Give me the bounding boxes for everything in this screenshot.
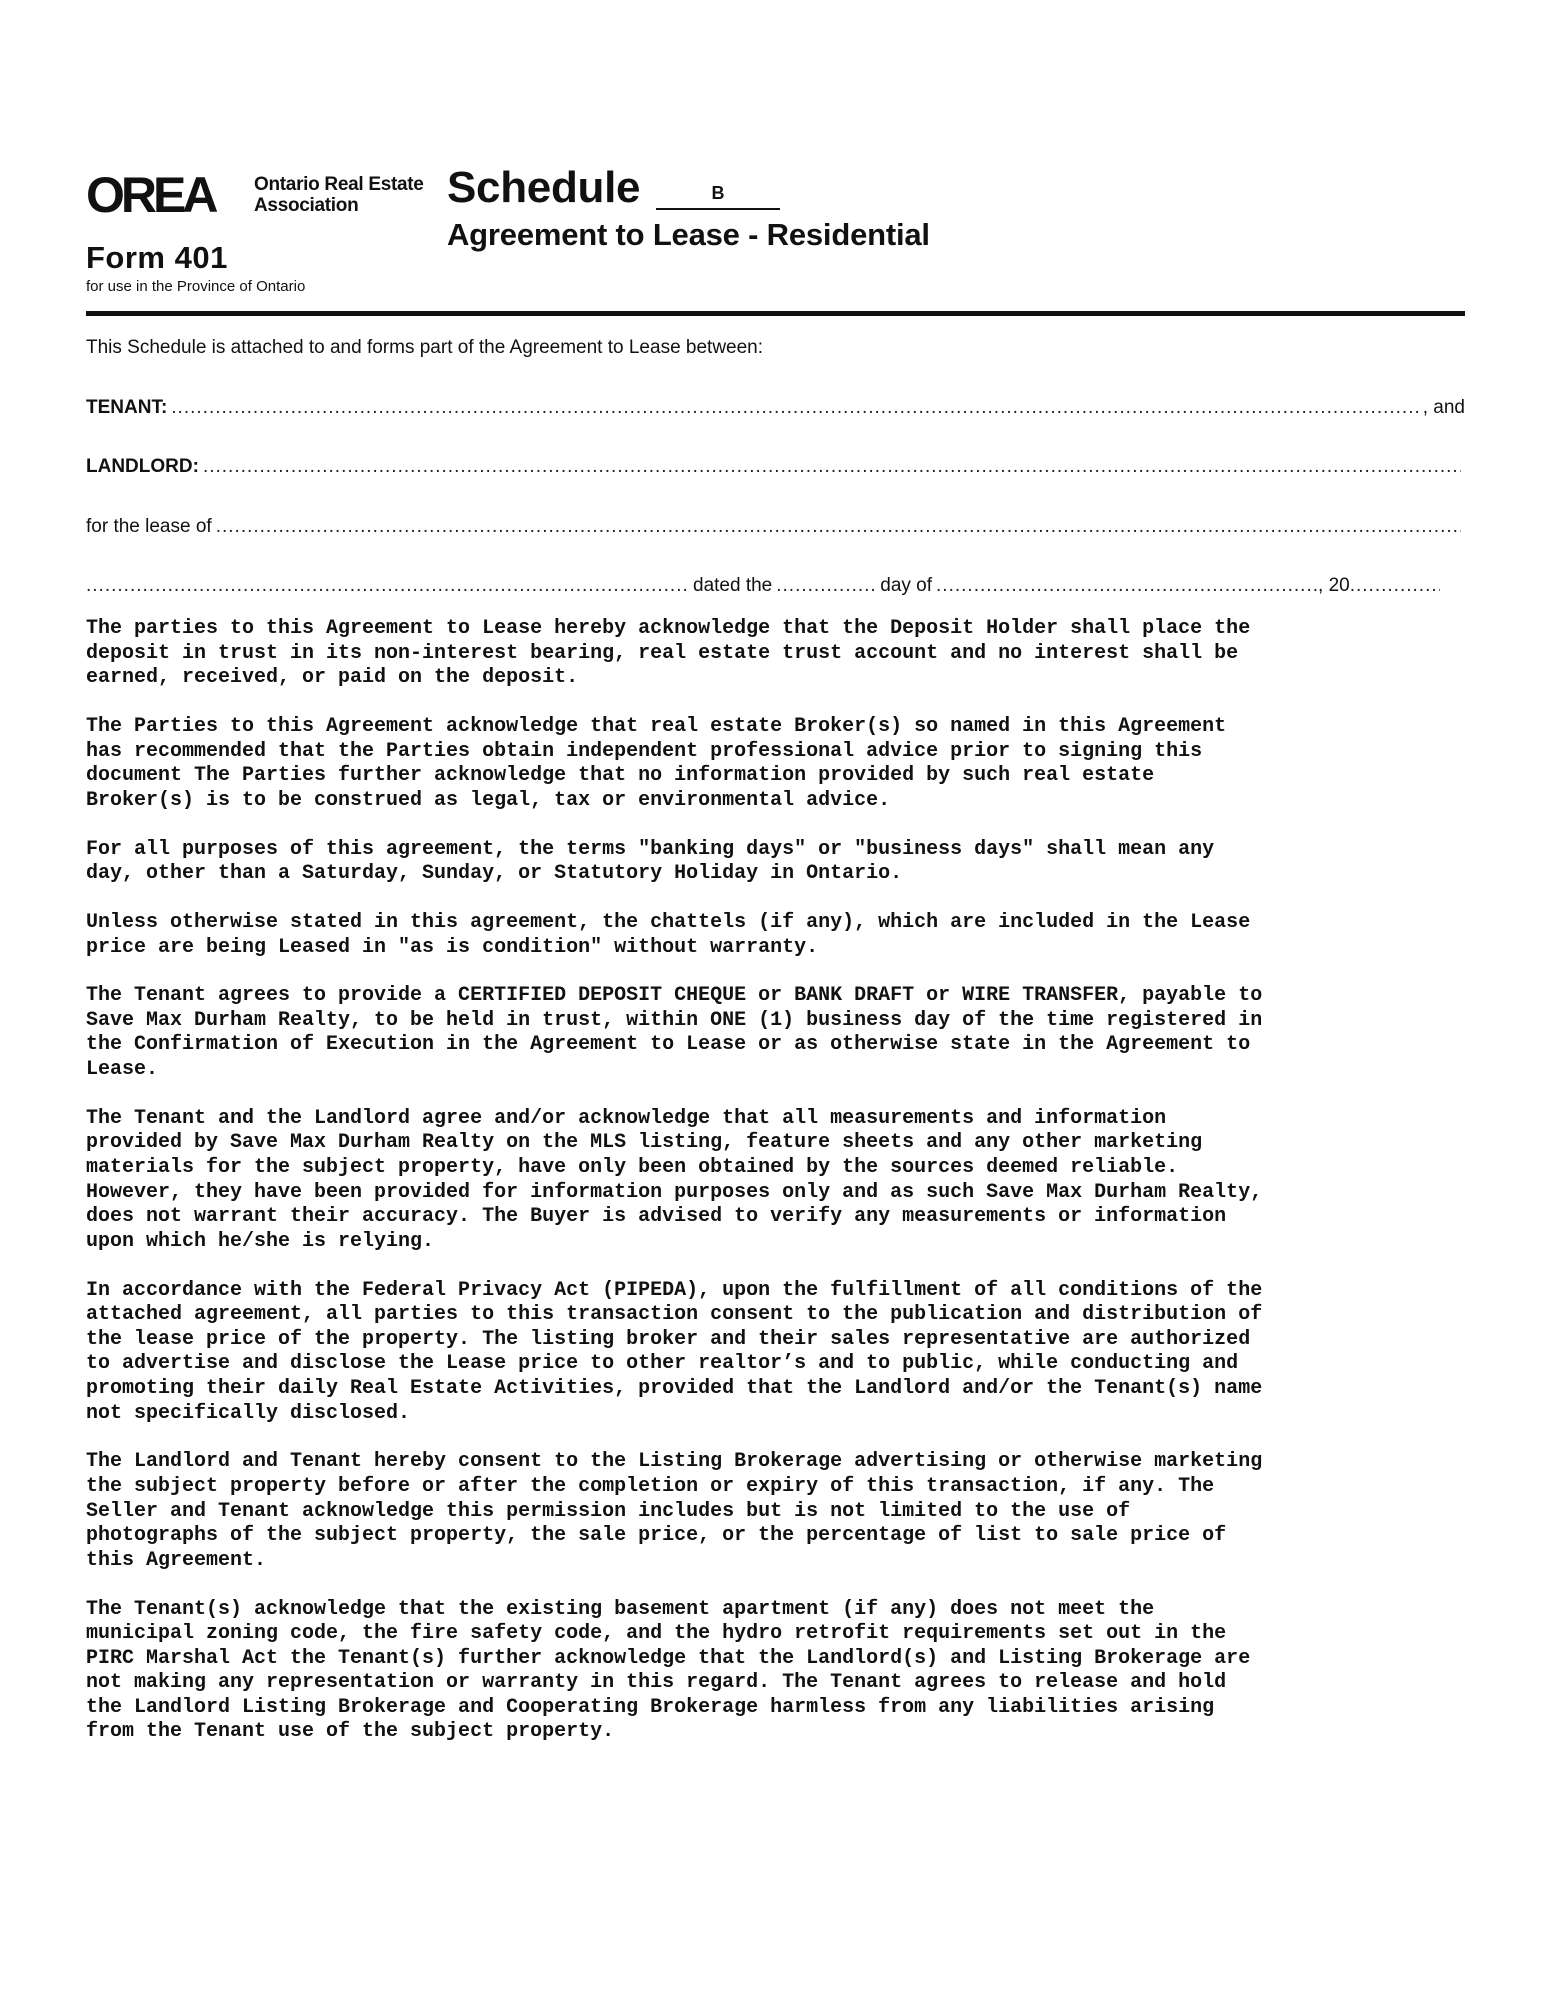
clause-chattels: Unless otherwise stated in this agreement, the chattels (if any), which are included in the Lease price are being Leased in "as is condition" without warranty.	[86, 910, 1251, 959]
clause-deposit-payment: The Tenant agrees to provide a CERTIFIED DEPOSIT CHEQUE or BANK DRAFT or WIRE TRANSFER, payable to Save Max Durham Realty, to be held in trust, within ONE (1) business day of the time registered in the Confirmation of Execution in the Agreement to Lease or as otherwise state in the Agreement to Lease.	[86, 984, 1263, 1082]
clause-professional-advice: The Parties to this Agreement acknowledge that real estate Broker(s) so named in this Agreement has recommended that the Parties obtain independent professional advice prior to signing this document The Parties further acknowledge that no information provided by such real estate Broker(s) is to be construed as legal, tax or environmental advice.	[86, 714, 1227, 812]
landlord-row	[86, 456, 1465, 480]
month-field[interactable]	[936, 575, 1318, 597]
tenant-label: TENANT:	[86, 397, 168, 418]
schedule-label: Schedule	[447, 163, 641, 212]
schedule-letter-field[interactable]: B	[656, 178, 780, 210]
property-field[interactable]	[86, 575, 689, 597]
clause-measurements: The Tenant and the Landlord agree and/or acknowledge that all measurements and information provided by Save Max Durham Realty on the MLS listing, feature sheets and any other marketing materials for the subject property, have only been obtained by the sources deemed reliable. However, they have been provided for information purposes only and as such Save Max Durham Realty, does not warrant their accuracy. The Buyer is advised to verify any measurements or information upon which he/she is relying.	[86, 1106, 1263, 1253]
dated-day-field[interactable]	[776, 575, 876, 597]
org-name-line2: Association	[254, 195, 359, 216]
landlord-label: LANDLORD:	[86, 456, 199, 477]
intro-text: This Schedule is attached to and forms part of the Agreement to Lease between:	[86, 337, 764, 358]
orea-logo	[86, 170, 426, 230]
year-label: , 20	[1318, 575, 1350, 596]
org-name	[254, 174, 444, 216]
form-number: Form 401	[86, 240, 228, 275]
logo-text: OREA	[86, 170, 215, 218]
document-title: Agreement to Lease - Residential	[447, 217, 930, 252]
year-field[interactable]	[1350, 575, 1440, 597]
clause-business-days: For all purposes of this agreement, the terms "banking days" or "business days" shall mean any day, other than a Saturday, Sunday, or Statutory Holiday in Ontario.	[86, 837, 1215, 886]
form-subtitle: for use in the Province of Ontario	[86, 278, 306, 295]
tenant-suffix: , and	[1422, 397, 1465, 418]
clause-basement-apartment: The Tenant(s) acknowledge that the existing basement apartment (if any) does not meet the municipal zoning code, the fire safety code, and the hydro retrofit requirements set out in the PIRC Marshal Act the Tenant(s) further acknowledge that the Landlord(s) and Listing Brokerage are not making any representation or warranty in this regard. The Tenant agrees to release and hold the Landlord Listing Brokerage and Cooperating Brokerage harmless from any liabilities arising from the Tenant use of the subject property.	[86, 1597, 1251, 1744]
clause-deposit-trust: The parties to this Agreement to Lease hereby acknowledge that the Deposit Holder shall place the deposit in trust in its non-interest bearing, real estate trust account and no interest shall be earned, received, or paid on the deposit.	[86, 617, 1251, 690]
orea-logo-icon	[86, 170, 246, 218]
header-divider	[86, 311, 1465, 316]
org-name-line1: Ontario Real Estate	[254, 174, 424, 195]
schedule-clauses	[86, 617, 1471, 1769]
day-of-label: day of	[880, 575, 933, 596]
tenant-field[interactable]	[171, 397, 1418, 419]
landlord-field[interactable]	[203, 456, 1461, 478]
lease-field[interactable]	[216, 516, 1461, 538]
lease-label: for the lease of	[86, 516, 212, 537]
clause-marketing-consent: The Landlord and Tenant hereby consent to the Listing Brokerage advertising or otherwise marketing the subject property before or after the completion or expiry of this transaction, if any. The Seller and Tenant acknowledge this permission includes but is not limited to the use of photographs of the subject property, the sale price, or the percentage of list to sale price of this Agreement.	[86, 1450, 1263, 1572]
lease-row	[86, 516, 1465, 540]
clause-privacy: In accordance with the Federal Privacy Act (PIPEDA), upon the fulfillment of all conditions of the attached agreement, all parties to this transaction consent to the publication and distribution of the lease price of the property. The listing broker and their sales representative are authorized to advertise and disclose the Lease price to other realtor’s and to public, while conducting and promoting their daily Real Estate Activities, provided that the Landlord and/or the Tenant(s) name not specifically disclosed.	[86, 1278, 1263, 1425]
dated-row	[86, 575, 1465, 599]
tenant-row	[86, 397, 1465, 421]
dated-label: dated the	[693, 575, 773, 596]
